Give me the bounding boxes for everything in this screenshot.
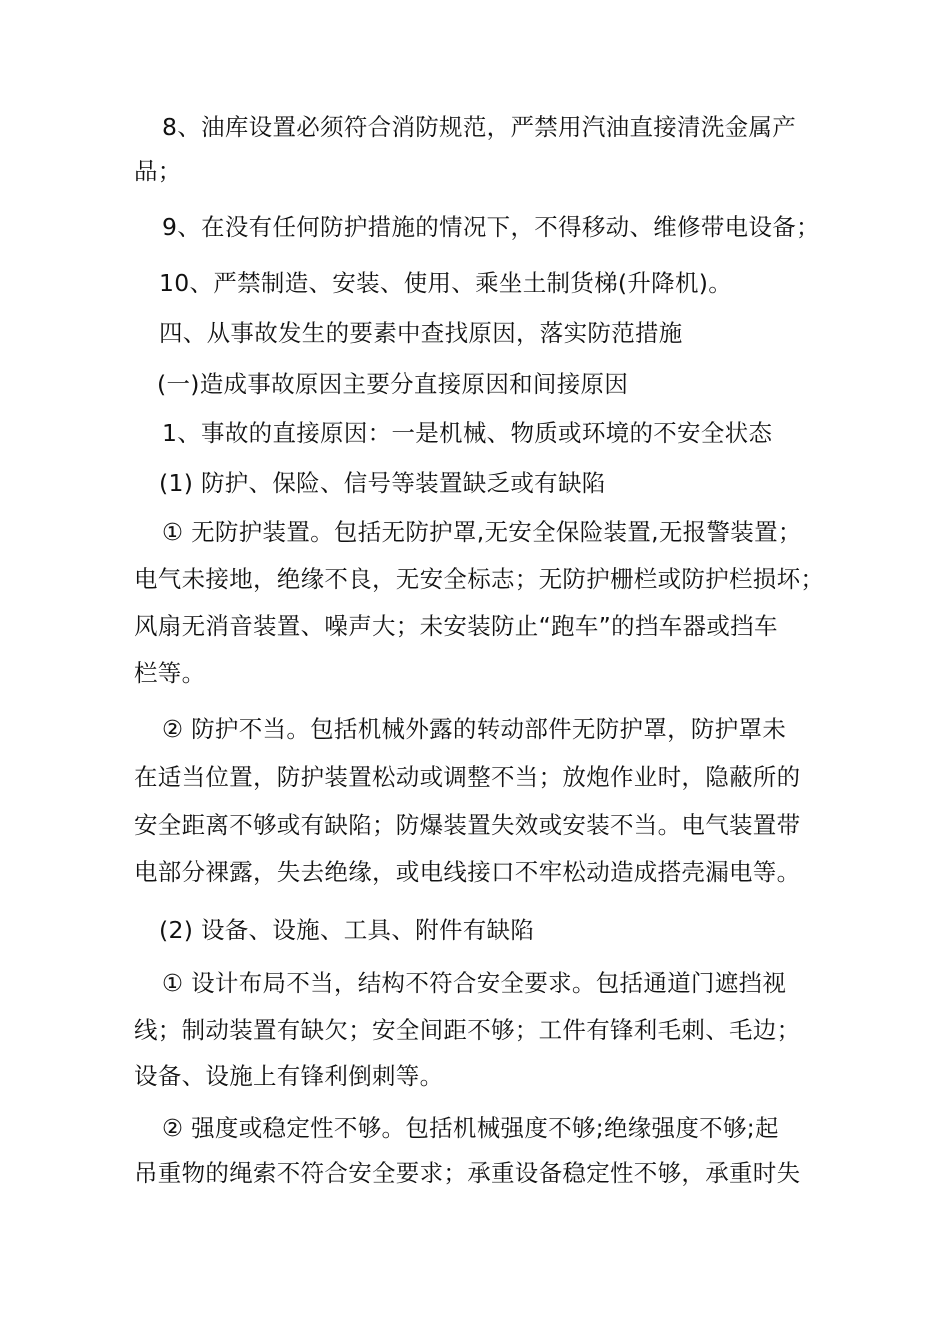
paragraph-improper-protection-line-2: 在适当位置，防护装置松动或调整不当；放炮作业时，隐蔽所的 — [134, 763, 801, 791]
paragraph-design-line-3: 设备、设施上有锋利倒刺等。 — [134, 1062, 444, 1090]
subitem-2-heading: (2) 设备、设施、工具、附件有缺陷 — [159, 916, 535, 944]
paragraph-strength-line-1: ② 强度或稳定性不够。包括机械强度不够;绝缘强度不够;起 — [162, 1114, 779, 1142]
direct-cause-heading: 1、事故的直接原因：一是机械、物质或环境的不安全状态 — [162, 419, 773, 447]
paragraph-no-protection-line-2: 电气未接地，绝缘不良，无安全标志；无防护栅栏或防护栏损坏； — [134, 565, 825, 593]
paragraph-improper-protection-line-1: ② 防护不当。包括机械外露的转动部件无防护罩，防护罩未 — [162, 715, 787, 743]
subsection-1-heading: (一)造成事故原因主要分直接原因和间接原因 — [157, 370, 629, 398]
section-4-heading: 四、从事故发生的要素中查找原因，落实防范措施 — [159, 319, 683, 347]
item-8-line-2: 品； — [134, 157, 182, 185]
paragraph-no-protection-line-3: 风扇无消音装置、噪声大；未安装防止“跑车”的挡车器或挡车 — [134, 612, 778, 640]
item-10: 10、严禁制造、安装、使用、乘坐土制货梯(升降机)。 — [159, 269, 733, 297]
paragraph-no-protection-line-1: ① 无防护装置。包括无防护罩,无安全保险装置,无报警装置； — [162, 518, 802, 546]
item-8-line-1: 8、油库设置必须符合消防规范，严禁用汽油直接清洗金属产 — [162, 113, 797, 141]
paragraph-improper-protection-line-3: 安全距离不够或有缺陷；防爆装置失效或安装不当。电气装置带 — [134, 811, 801, 839]
paragraph-strength-line-2: 吊重物的绳索不符合安全要求；承重设备稳定性不够，承重时失 — [134, 1159, 801, 1187]
paragraph-design-line-2: 线；制动装置有缺欠；安全间距不够；工件有锋利毛刺、毛边； — [134, 1016, 801, 1044]
paragraph-design-line-1: ① 设计布局不当，结构不符合安全要求。包括通道门遮挡视 — [162, 969, 787, 997]
subitem-1-heading: (1) 防护、保险、信号等装置缺乏或有缺陷 — [159, 469, 606, 497]
paragraph-improper-protection-line-4: 电部分裸露，失去绝缘，或电线接口不牢松动造成搭壳漏电等。 — [134, 858, 801, 886]
paragraph-no-protection-line-4: 栏等。 — [134, 659, 206, 687]
item-9: 9、在没有任何防护措施的情况下，不得移动、维修带电设备； — [162, 213, 820, 241]
